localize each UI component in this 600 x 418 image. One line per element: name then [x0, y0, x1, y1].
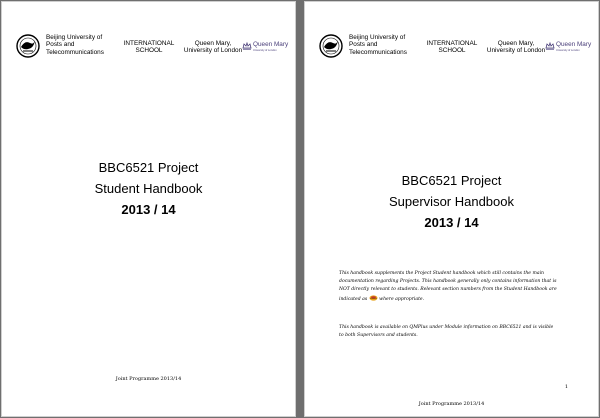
institution-line: Telecommunications	[46, 48, 104, 56]
page-header	[10, 30, 289, 60]
school-line: INTERNATIONAL	[123, 40, 175, 47]
note-line: documentation regarding Projects. This handbook generally only contains information that is	[339, 279, 557, 285]
handbook-title: Student Handbook	[94, 181, 203, 196]
availability-note	[339, 324, 578, 340]
institution-line: Beijing University of	[46, 34, 103, 41]
note-text-before-icon: indicated as	[339, 296, 368, 302]
university-line: University of London	[183, 47, 243, 55]
university-name	[178, 40, 248, 55]
note-line: to both Supervisors and students.	[339, 333, 418, 339]
qm-logo-subtext: University of London	[556, 48, 580, 52]
course-code-title: BBC6521 Project	[401, 173, 502, 188]
document-title	[305, 170, 598, 233]
academic-year: 2013 / 14	[424, 215, 479, 230]
page-number: 1	[564, 384, 568, 390]
institution-line: Posts and	[349, 41, 378, 49]
qm-logo	[545, 39, 595, 55]
qm-crest-icon	[545, 41, 555, 51]
page-supervisor-handbook	[305, 2, 598, 416]
qm-logo-subtext: University of London	[253, 48, 277, 52]
qm-crest-icon	[242, 41, 252, 51]
institution-line: Telecommunications	[349, 48, 407, 56]
supplement-note	[339, 270, 578, 304]
qm-logo	[242, 39, 292, 55]
school-name	[423, 40, 481, 55]
institution-line: Posts and	[46, 41, 75, 49]
bupt-emblem-icon	[319, 34, 343, 58]
page-header	[313, 30, 592, 60]
qm-logo-text: Queen Mary	[556, 41, 592, 48]
qm-logo-text: Queen Mary	[253, 41, 289, 48]
university-line: Queen Mary,	[497, 40, 535, 47]
note-line	[339, 295, 578, 304]
university-line: Queen Mary,	[194, 40, 232, 47]
bupt-emblem-icon	[16, 34, 40, 58]
document-title	[2, 157, 295, 220]
academic-year: 2013 / 14	[121, 202, 176, 217]
school-line: INTERNATIONAL	[426, 40, 478, 47]
school-line: SCHOOL	[135, 47, 163, 55]
page-footer: Joint Programme 2013/14	[115, 376, 182, 382]
institution-name	[46, 34, 116, 56]
university-name	[481, 40, 551, 55]
note-line: NOT directly relevant to students. Relevant section numbers from the Student Handbook are	[339, 287, 557, 293]
note-line: This handbook is available on QMPlus under Module information on BBC6521 and is visible	[339, 325, 554, 330]
university-line: University of London	[486, 47, 546, 55]
page-footer: Joint Programme 2013/14	[418, 401, 485, 407]
page-student-handbook	[2, 2, 295, 416]
note-text-after-icon: where appropriate.	[379, 296, 425, 302]
institution-name	[349, 34, 419, 56]
institution-line: Beijing University of	[349, 34, 406, 41]
note-line: This handbook supplements the Project Student handbook which still contains the main	[339, 271, 545, 276]
handbook-title: Supervisor Handbook	[388, 194, 515, 209]
student-handbook-marker-icon	[369, 295, 378, 301]
course-code-title: BBC6521 Project	[98, 160, 199, 175]
school-line: SCHOOL	[438, 47, 466, 55]
school-name	[120, 40, 178, 55]
